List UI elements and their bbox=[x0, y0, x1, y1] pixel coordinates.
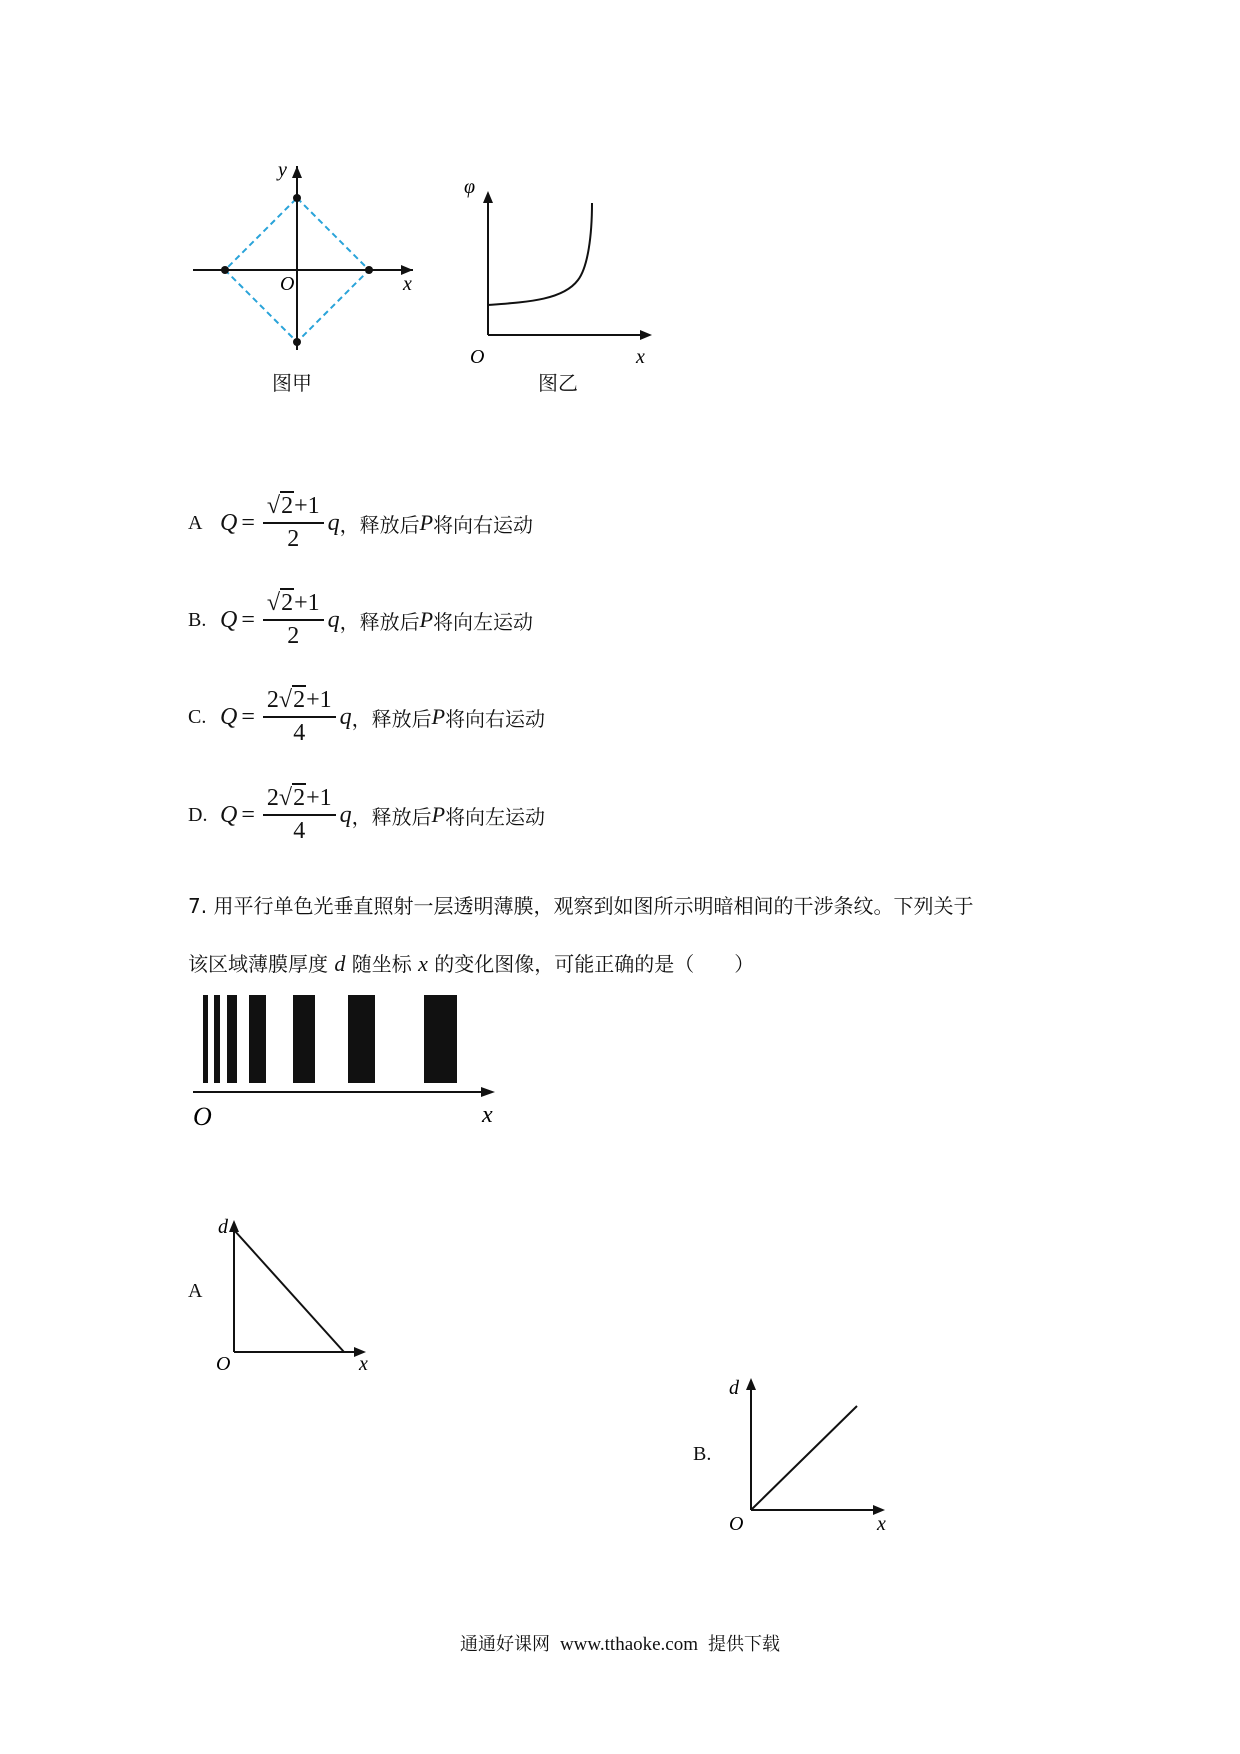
formula-var: q bbox=[327, 606, 340, 633]
y-label: φ bbox=[464, 176, 476, 198]
increasing-line bbox=[751, 1406, 857, 1510]
origin-label: O bbox=[280, 273, 295, 295]
fringe-5 bbox=[293, 995, 315, 1083]
question-7-line-2: 该区域薄膜厚度 d 随坐标 x 的变化图像，可能正确的是（ ） bbox=[188, 951, 755, 976]
option-b: B. Q = $\frac{√2+1}{2}$ q ，释放后 P 将向左运动 bbox=[188, 590, 534, 649]
formula-lhs: Q bbox=[220, 801, 238, 828]
x-label: x bbox=[403, 273, 412, 295]
fraction: $\frac{2√2+1}{4}$ bbox=[263, 687, 336, 747]
formula-lhs: Q bbox=[220, 509, 238, 536]
potential-curve bbox=[488, 203, 592, 305]
option-b-label: B. bbox=[693, 1443, 712, 1465]
caption-yi: 图乙 bbox=[538, 371, 578, 395]
equals-sign: = bbox=[241, 606, 255, 633]
charge-top bbox=[293, 194, 301, 202]
fringe-6 bbox=[348, 995, 375, 1083]
origin-label: O bbox=[729, 1513, 744, 1535]
option-a: A Q = $\frac{√2+1}{2}$ q ，释放后 P 将向右运动 bbox=[188, 493, 534, 552]
option-label: A bbox=[188, 511, 203, 534]
formula-lhs: Q bbox=[220, 703, 238, 730]
footer-site: 通通好课网 bbox=[459, 1634, 550, 1655]
fringe-4 bbox=[249, 995, 266, 1083]
option-d: D. Q = $\frac{2√2+1}{4}$ q ，释放后 P 将向左运动 bbox=[188, 785, 546, 844]
formula-var: q bbox=[327, 509, 340, 536]
option-label: D. bbox=[188, 803, 208, 826]
x-label: x bbox=[359, 1353, 368, 1375]
option-label: C. bbox=[188, 705, 207, 728]
option-a-graph bbox=[212, 1210, 382, 1375]
fraction: $\frac{2√2+1}{4}$ bbox=[263, 785, 336, 845]
fringe-figure bbox=[185, 995, 505, 1135]
equals-sign: = bbox=[241, 801, 255, 828]
option-a-label: A bbox=[188, 1280, 203, 1302]
figure-yi bbox=[458, 175, 658, 370]
x-label: x bbox=[482, 1102, 493, 1128]
fringe-1 bbox=[203, 995, 208, 1083]
x-label: x bbox=[636, 346, 645, 368]
option-label: B. bbox=[188, 608, 207, 631]
y-label: d bbox=[218, 1216, 228, 1238]
charge-left bbox=[221, 266, 229, 274]
footer-url[interactable]: www.tthaoke.com bbox=[559, 1634, 699, 1655]
equals-sign: = bbox=[241, 703, 255, 730]
option-c: C. Q = $\frac{2√2+1}{4}$ q ，释放后 P 将向右运动 bbox=[188, 687, 546, 746]
equals-sign: = bbox=[241, 509, 255, 536]
figure-jia bbox=[185, 160, 425, 390]
page-footer bbox=[0, 1630, 1240, 1656]
fringe-2 bbox=[214, 995, 220, 1083]
x-label: x bbox=[877, 1513, 886, 1535]
decreasing-line bbox=[234, 1230, 344, 1352]
option-b-graph bbox=[725, 1370, 900, 1535]
charge-bottom bbox=[293, 338, 301, 346]
y-label: y bbox=[278, 160, 287, 181]
fringe-3 bbox=[227, 995, 237, 1083]
origin-label: O bbox=[193, 1102, 212, 1131]
origin-label: O bbox=[216, 1353, 231, 1375]
formula-lhs: Q bbox=[220, 606, 238, 633]
formula-var: q bbox=[339, 703, 352, 730]
fraction: $\frac{√2+1}{2}$ bbox=[263, 590, 324, 650]
footer-suffix: 提供下载 bbox=[708, 1634, 781, 1655]
origin-label: O bbox=[470, 346, 485, 368]
formula-var: q bbox=[339, 801, 352, 828]
question-7-line-1: 7. 用平行单色光垂直照射一层透明薄膜，观察到如图所示明暗相间的干涉条纹。下列关于 bbox=[188, 894, 974, 918]
fraction: $\frac{√2+1}{2}$ bbox=[263, 493, 324, 553]
charge-right bbox=[365, 266, 373, 274]
fringe-7 bbox=[424, 995, 457, 1083]
caption-jia: 图甲 bbox=[272, 371, 312, 395]
y-label: d bbox=[729, 1377, 739, 1399]
